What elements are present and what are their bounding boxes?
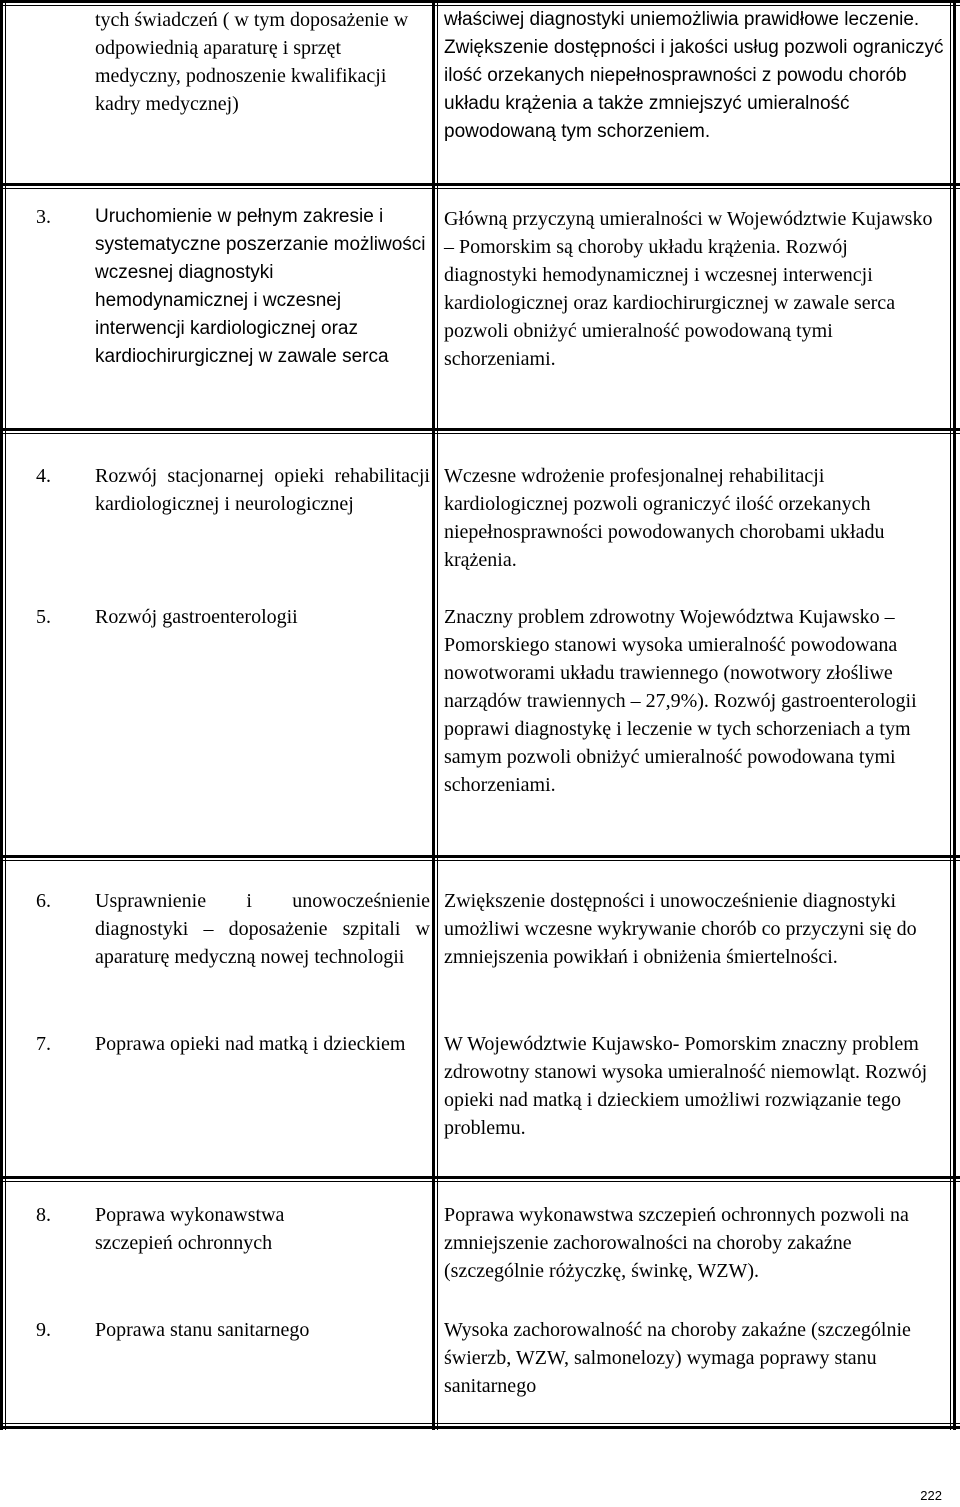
row-justification: Wysoka zachorowalność na choroby zakaźne (szczególnie świerzb, WZW, salmonelozy) wymaga poprawy stanu sanitarnego [444, 1319, 911, 1397]
table-border-bottom [0, 1426, 960, 1429]
table-border-right [953, 0, 956, 1430]
row-number: 7. [36, 1033, 51, 1055]
row-objective: Poprawa opieki nad matką i dzieckiem [95, 1033, 406, 1055]
row-number: 3. [36, 206, 51, 228]
row-number: 6. [36, 890, 51, 912]
row-number: 8. [36, 1204, 51, 1226]
row-justification: Znaczny problem zdrowotny Województwa Kujawsko – Pomorskiego stanowi wysoka umieralność powodowana nowotworami układu trawiennego (nowotwory złośliwe narządów trawiennych – 27,9%). Rozwój gastroenterologii poprawi diagnostykę i leczenie w tych schorzeniach a tym samym pozwoli obniżyć umieralność powodowana tymi schorzeniami. [444, 606, 917, 796]
row-divider-inner [0, 860, 960, 861]
row-justification: Wczesne wdrożenie profesjonalnej rehabilitacji kardiologicznej pozwoli ograniczyć ilość orzekanych niepełnosprawności powodowanych chorobami układu krążenia. [444, 465, 885, 571]
row-number: 9. [36, 1319, 51, 1341]
row-objective: Poprawa wykonawstwa szczepień ochronnych [95, 1204, 285, 1254]
table-border-right-inner [950, 0, 951, 1430]
column-divider-inner [437, 0, 438, 1430]
row-divider-inner [0, 433, 960, 434]
row-objective: tych świadczeń ( w tym doposażenie w odpowiednią aparaturę i sprzęt medyczny, podnoszenie kwalifikacji kadry medycznej) [95, 9, 409, 115]
row-number: 4. [36, 465, 51, 487]
row-divider [0, 183, 960, 186]
table-border-left-inner [5, 0, 6, 1430]
row-objective: Poprawa stanu sanitarnego [95, 1319, 310, 1341]
table-border-left [0, 0, 3, 1430]
row-divider [0, 1176, 960, 1179]
row-divider-inner [0, 188, 960, 189]
row-justification: Główną przyczyną umieralności w Województwie Kujawsko – Pomorskim są choroby układu krążenia. Rozwój diagnostyki hemodynamicznej i wczesnej interwencji kardiologicznej oraz kardiochirurgicznej w zawale serca pozwoli obniżyć umieralność powodowaną tymi schorzeniami. [444, 208, 933, 370]
row-objective: Rozwój stacjonarnej opieki rehabilitacji kardiologicznej i neurologicznej [95, 465, 430, 515]
table-border-top [0, 0, 960, 3]
column-divider [432, 0, 435, 1430]
row-objective: Uruchomienie w pełnym zakresie i systematyczne poszerzanie możliwości wczesnej diagnostyki hemodynamicznej i wczesnej interwencji kardiologicznej oraz kardiochirurgicznej w zawale serca [95, 206, 426, 367]
row-justification: Zwiększenie dostępności i unowocześnienie diagnostyki umożliwi wczesne wykrywanie chorób co przyczyni się do zmniejszenia powikłań i obniżenia śmiertelności. [444, 890, 917, 968]
row-objective: Rozwój gastroenterologii [95, 606, 298, 628]
row-divider-inner [0, 1181, 960, 1182]
row-divider [0, 855, 960, 858]
page-number: 222 [920, 1488, 942, 1503]
row-number: 5. [36, 606, 51, 628]
row-divider [0, 428, 960, 431]
row-justification: Poprawa wykonawstwa szczepień ochronnych pozwoli na zmniejszenie zachorowalności na choroby zakaźne (szczególnie różyczkę, świnkę, WZW). [444, 1204, 909, 1282]
row-justification: właściwej diagnostyki uniemożliwia prawidłowe leczenie. Zwiększenie dostępności i jakości usług pozwoli ograniczyć ilość orzekanych niepełnosprawności z powodu chorób układu krążenia a także zmniejszyć umieralność powodowaną tym schorzeniem. [444, 9, 944, 142]
table-border-bottom-inner [0, 1423, 960, 1424]
row-objective: Usprawnienie i unowocześnienie diagnostyki – doposażenie szpitali w aparaturę medyczną nowej technologii [95, 890, 430, 968]
row-justification: W Województwie Kujawsko- Pomorskim znaczny problem zdrowotny stanowi wysoka umieralność niemowląt. Rozwój opieki nad matką i dzieckiem umożliwi rozwiązanie tego problemu. [444, 1033, 928, 1139]
